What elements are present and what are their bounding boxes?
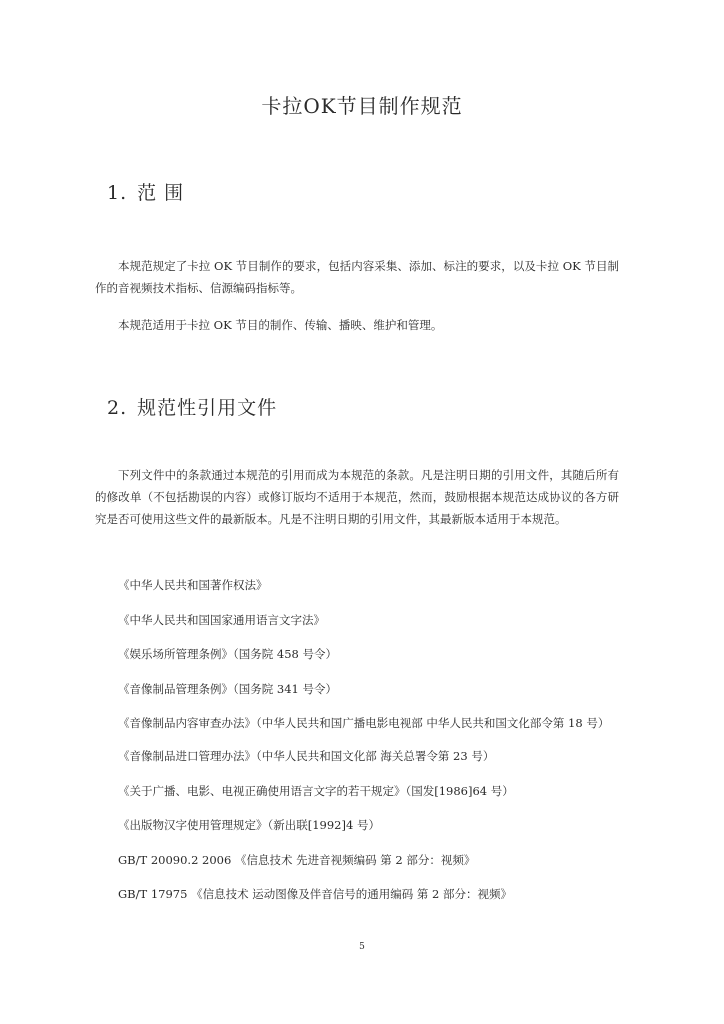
reference-list <box>95 574 619 918</box>
reference-item: 《音像制品内容审查办法》（中华人民共和国广播电影电视部 中华人民共和国文化部令第 18 号） <box>118 716 610 730</box>
reference-item: 《中华人民共和国国家通用语言文字法》 <box>118 612 325 627</box>
section-heading-scope <box>107 178 184 205</box>
scope-paragraph-2: 本规范适用于卡拉 OK 节目的制作、传输、播映、维护和管理。 <box>118 318 443 332</box>
reference-item: 《关于广播、电影、电视正确使用语言文字的若干规定》（国发[1986]64 号） <box>118 783 514 798</box>
scope-paragraph-1: 本规范规定了卡拉 OK 节目制作的要求，包括内容采集、添加、标注的要求，以及卡拉 OK 节目制作的音视频技术指标、信源编码指标等。 <box>95 259 619 295</box>
section-title: 规范性引用文件 <box>137 397 278 419</box>
document-title: 卡拉OK节目制作规范 <box>261 94 463 118</box>
section-number: 2. <box>107 397 128 419</box>
section-heading-normative-references <box>107 393 277 420</box>
page-number: 5 <box>359 942 365 952</box>
reference-item: 《音像制品进口管理办法》（中华人民共和国文化部 海关总署令第 23 号） <box>118 749 495 763</box>
section-number: 1. <box>107 182 128 204</box>
section-title: 范 围 <box>137 182 185 204</box>
references-intro-paragraph: 下列文件中的条款通过本规范的引用而成为本规范的条款。凡是注明日期的引用文件，其随后所有的修改单（不包括勘误的内容）或修订版均不适用于本规范，然而，鼓励根据本规范达成协议的各方研究是否可使用这些文件的最新版本。凡是不注明日期的引用文件，其最新版本适用于本规范。 <box>95 468 619 526</box>
reference-item: 《出版物汉字使用管理规定》（新出联[1992]4 号） <box>118 818 380 832</box>
reference-item: 《音像制品管理条例》（国务院 341 号令） <box>118 681 338 696</box>
reference-item: GB/T 17975 《信息技术 运动图像及伴音信号的通用编码 第 2 部分：视频》 <box>118 887 513 901</box>
reference-item: 《娱乐场所管理条例》（国务院 458 号令） <box>118 647 338 661</box>
reference-item: GB/T 20090.2 2006 《信息技术 先进音视频编码 第 2 部分：视频》 <box>118 852 476 867</box>
reference-item: 《中华人民共和国著作权法》 <box>118 578 268 592</box>
